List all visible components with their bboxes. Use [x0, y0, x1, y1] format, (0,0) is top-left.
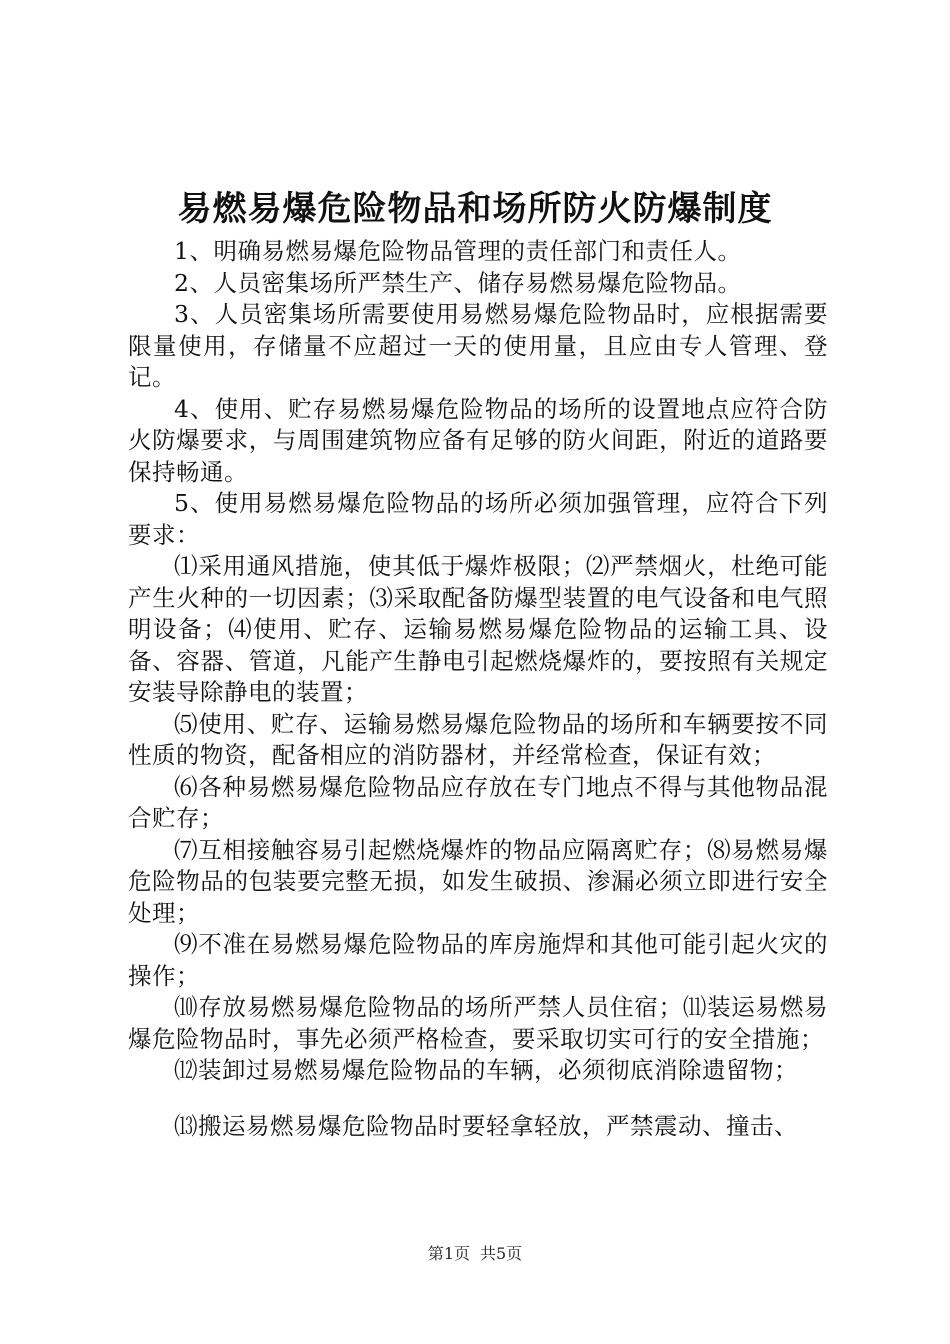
paragraph-item-13: ⒀搬运易燃易爆危险物品时要轻拿轻放，严禁震动、撞击、 — [174, 1111, 798, 1140]
paragraph-5: 5、使用易燃易爆危险物品的场所必须加强管理，应符合下列要求： — [128, 489, 828, 549]
paragraph-item-10-11: ⑽存放易燃易爆危险物品的场所严禁人员住宿；⑾装运易燃易爆危险物品时，事先必须严格检查，要采取切实可行的安全措施； — [128, 993, 828, 1053]
paragraph-item-5: ⑸使用、贮存、运输易燃易爆危险物品的场所和车辆要按不同性质的物资，配备相应的消防器材，并经常检查，保证有效； — [128, 709, 828, 769]
document-title: 易燃易爆危险物品和场所防火防爆制度 — [177, 189, 773, 229]
page-total: 共5页 — [480, 1244, 523, 1263]
paragraph-item-9: ⑼不准在易燃易爆危险物品的库房施焊和其他可能引起火灾的操作； — [128, 930, 828, 990]
paragraph-2: 2、人员密集场所严禁生产、储存易燃易爆危险物品。 — [174, 268, 742, 297]
paragraph-4: 4、使用、贮存易燃易爆危险物品的场所的设置地点应符合防火防爆要求，与周围建筑物应备有足够的防火间距，附近的道路要保持畅通。 — [128, 394, 828, 486]
paragraph-1: 1、明确易燃易爆危险物品管理的责任部门和责任人。 — [174, 237, 742, 265]
page-footer — [0, 1244, 950, 1264]
paragraph-item-7-8: ⑺互相接触容易引起燃烧爆炸的物品应隔离贮存；⑻易燃易爆危险物品的包装要完整无损，如发生破损、渗漏必须立即进行安全处理； — [128, 835, 828, 927]
paragraph-item-6: ⑹各种易燃易爆危险物品应存放在专门地点不得与其他物品混合贮存； — [128, 772, 828, 832]
paragraph-3: 3、人员密集场所需要使用易燃易爆危险物品时，应根据需要限量使用，存储量不应超过一天的使用量，且应由专人管理、登记。 — [128, 300, 828, 391]
document-body — [128, 236, 828, 1142]
paragraph-item-12: ⑿装卸过易燃易爆危险物品的车辆，必须彻底消除遗留物； — [174, 1056, 798, 1084]
page-number: 第1页 — [427, 1244, 470, 1263]
paragraph-item-1-4: ⑴采用通风措施，使其低于爆炸极限；⑵严禁烟火，杜绝可能产生火种的一切因素；⑶采取配备防爆型装置的电气设备和电气照明设备；⑷使用、贮存、运输易燃易爆危险物品的运输工具、设备、容器、管道，凡能产生静电引起燃烧爆炸的，要按照有关规定安装导除静电的装置； — [128, 552, 828, 706]
